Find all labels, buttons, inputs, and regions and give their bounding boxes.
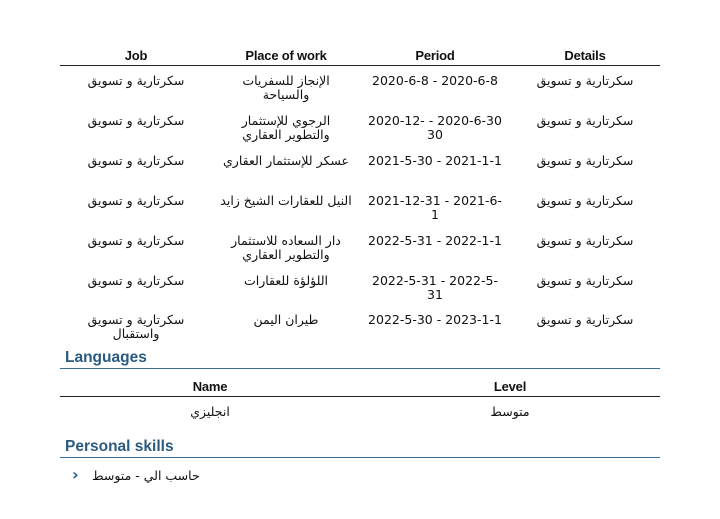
details-cell: سكرتارية و تسويق (536, 233, 634, 248)
place-cell: اللؤلؤة للعقارات (243, 273, 329, 288)
details-cell: سكرتارية و تسويق (536, 113, 634, 128)
experience-header-row (60, 44, 660, 66)
place-cell: الإنجاز للسفريات والسياحة (242, 73, 330, 102)
place-cell: طيران اليمن (253, 312, 319, 327)
header-name: Name (60, 369, 360, 397)
place-cell: الرجوي للإستثمار والتطوير العقاري (241, 113, 331, 142)
job-cell: سكرتارية و تسويق (87, 153, 185, 168)
table-row (60, 266, 660, 305)
table-row (60, 305, 660, 345)
languages-table (60, 369, 660, 434)
job-cell: سكرتارية و تسويق واستقبال (87, 312, 185, 341)
period-cell: 2021-12-31 - 2021-6-1 (368, 193, 502, 222)
table-row (60, 146, 660, 186)
header-level: Level (360, 369, 660, 397)
table-row (60, 186, 660, 226)
period-cell: 2022-5-31 - 2022-1-1 (368, 233, 502, 248)
languages-section-title: Languages (60, 349, 660, 369)
details-cell: سكرتارية و تسويق (536, 153, 634, 168)
header-place-of-work: Place of work (212, 44, 360, 66)
language-name-cell: انجليزي (190, 404, 230, 419)
list-item (60, 466, 660, 490)
header-details: Details (510, 44, 660, 66)
period-cell: 2020-6-8 - 2020-6-8 (372, 73, 498, 88)
job-cell: سكرتارية و تسويق (87, 113, 185, 128)
job-cell: سكرتارية و تسويق (87, 193, 185, 208)
details-cell: سكرتارية و تسويق (536, 273, 634, 288)
chevron-right-icon: › (72, 465, 79, 484)
table-row (60, 226, 660, 266)
details-cell: سكرتارية و تسويق (536, 193, 634, 208)
period-cell: 2022-5-31 - 2022-5-31 (372, 273, 498, 302)
place-cell: النيل للعقارات الشيخ زايد (220, 193, 352, 208)
skill-text: حاسب الي - متوسط (92, 468, 200, 483)
personal-skills-section-title: Personal skills (60, 438, 660, 458)
job-cell: سكرتارية و تسويق (87, 273, 185, 288)
table-row (60, 66, 660, 107)
languages-header-row (60, 369, 660, 397)
resume-page (60, 44, 660, 490)
experience-table (60, 44, 660, 345)
details-cell: سكرتارية و تسويق (536, 73, 634, 88)
job-cell: سكرتارية و تسويق (87, 233, 185, 248)
header-job: Job (60, 44, 212, 66)
period-cell: 2021-5-30 - 2021-1-1 (368, 153, 502, 168)
language-level-cell: متوسط (490, 404, 530, 419)
period-cell: 2022-5-30 - 2023-1-1 (368, 312, 502, 327)
details-cell: سكرتارية و تسويق (536, 312, 634, 327)
job-cell: سكرتارية و تسويق (87, 73, 185, 88)
header-period: Period (360, 44, 510, 66)
period-cell: 2020-12- - 2020-6-30 30 (368, 113, 502, 142)
place-cell: عسكر للإستثمار العقاري (223, 153, 349, 168)
table-row (60, 106, 660, 146)
place-cell: دار السعاده للاستثمار والتطوير العقاري (231, 233, 341, 262)
table-row (60, 397, 660, 435)
